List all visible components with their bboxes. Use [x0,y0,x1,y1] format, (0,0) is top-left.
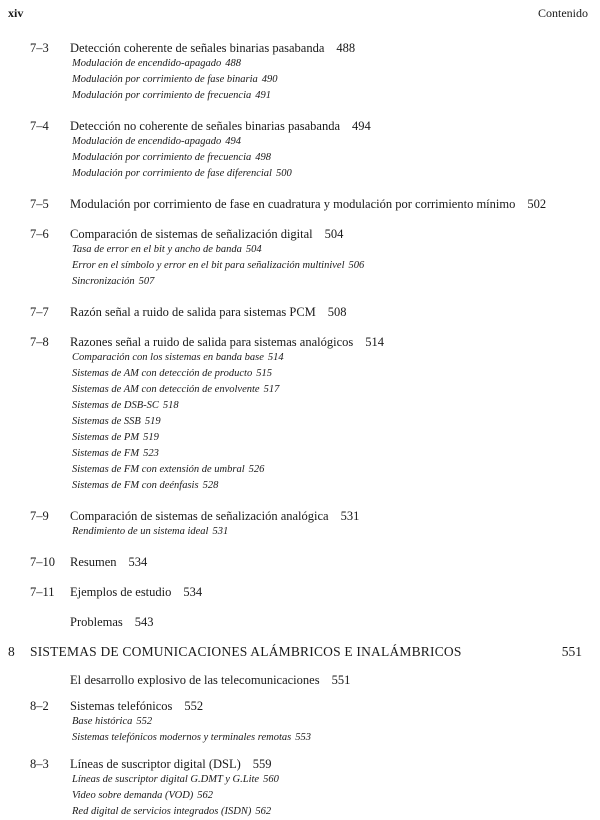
subsection-list [0,56,600,104]
subsection-page: 490 [261,74,278,85]
section-page: 559 [252,757,272,771]
section-heading [0,614,600,630]
subsection-title: Modulación de encendido-apagado [72,58,222,69]
subsection-page: 507 [138,276,155,287]
subsection-page: 531 [212,526,229,537]
subsection-page: 506 [348,260,365,271]
toc-section [0,672,600,688]
subsection-page: 562 [197,790,214,801]
section-number: 7–9 [30,509,49,523]
subsection-item [0,398,600,414]
section-title-text: Ejemplos de estudio [70,585,172,599]
subsection-item [0,72,600,88]
section-heading [0,40,600,56]
subsection-title: Modulación de encendido-apagado [72,136,222,147]
chapter-title: SISTEMAS DE COMUNICACIONES ALÁMBRICOS E INALÁMBRICOS [30,644,462,659]
section-title-text: Comparación de sistemas de señalización analógica [70,509,329,523]
section-title [70,226,343,242]
section-number: 8–3 [30,757,49,771]
subsection-item [0,714,600,730]
subsection-title: Modulación por corrimiento de fase diferencial [72,168,272,179]
section-title [70,304,347,320]
section-title [70,508,359,524]
section-page: 504 [324,227,344,241]
subsection-title: Sincronización [72,276,135,287]
toc-section [0,756,600,820]
subsection-item [0,478,600,494]
subsection-page: 504 [245,244,262,255]
subsection-title: Sistemas de FM con deénfasis [72,480,199,491]
section-title-text: Modulación por corrimiento de fase en cuadratura y modulación por corrimiento mínimo [70,197,516,211]
subsection-item [0,804,600,820]
section-title [70,118,371,134]
subsection-item [0,524,600,540]
subsection-item [0,166,600,182]
section-heading [0,508,600,524]
section-heading [0,118,600,134]
section-number: 7–4 [30,119,49,133]
section-heading [0,672,600,688]
subsection-item [0,430,600,446]
section-page: 551 [331,673,351,687]
subsection-item [0,274,600,290]
page-number: xiv [8,6,24,20]
section-title [70,584,202,600]
section-number: 7–6 [30,227,49,241]
section-title-text: Razones señal a ruido de salida para sistemas analógicos [70,335,354,349]
subsection-item [0,134,600,150]
subsection-list [0,714,600,746]
section-title [70,40,355,56]
subsection-list [0,242,600,290]
subsection-page: 500 [275,168,292,179]
toc-section [0,304,600,320]
toc-section [0,118,600,182]
subsection-title: Video sobre demanda (VOD) [72,790,194,801]
subsection-title: Rendimiento de un sistema ideal [72,526,209,537]
section-page: 534 [183,585,203,599]
subsection-title: Modulación por corrimiento de fase binaria [72,74,258,85]
section-page: 494 [352,119,371,133]
subsection-title: Sistemas de FM [72,448,140,459]
subsection-title: Tasa de error en el bit y ancho de banda [72,244,242,255]
subsection-page: 528 [202,480,219,491]
subsection-item [0,788,600,804]
chapter-heading [0,642,600,662]
section-number: 7–3 [30,41,49,55]
subsection-page: 562 [255,806,272,817]
toc-section [0,614,600,630]
subsection-page: 519 [144,416,161,427]
toc-section [0,226,600,290]
section-number: 8–2 [30,699,49,713]
subsection-list [0,772,600,820]
section-title [70,614,154,630]
subsection-page: 519 [143,432,159,443]
section-title-text: El desarrollo explosivo de las telecomunicaciones [70,673,320,687]
section-title [70,698,203,714]
subsection-title: Base histórica [72,716,133,727]
section-heading [0,756,600,772]
subsection-page: 498 [255,152,271,163]
section-number: 7–5 [30,197,49,211]
section-title-text: Resumen [70,555,117,569]
subsection-title: Error en el símbolo y error en el bit para señalización multinivel [72,260,345,271]
subsection-title: Sistemas de DSB-SC [72,400,159,411]
subsection-item [0,772,600,788]
subsection-item [0,88,600,104]
section-heading [0,226,600,242]
toc-section [0,508,600,540]
section-heading [0,584,600,600]
subsection-item [0,242,600,258]
subsection-item [0,414,600,430]
table-of-contents [0,40,600,820]
subsection-title: Sistemas de AM con detección de envolvente [72,384,260,395]
section-number: 7–7 [30,305,49,319]
section-title-text: Detección coherente de señales binarias pasabanda [70,41,325,55]
subsection-page: 517 [263,384,280,395]
subsection-list [0,350,600,494]
subsection-page: 526 [248,464,265,475]
chapter-page: 551 [561,644,582,659]
subsection-item [0,462,600,478]
subsection-list [0,524,600,540]
section-page: 543 [134,615,154,629]
subsection-item [0,382,600,398]
section-title [70,334,384,350]
subsection-title: Red digital de servicios integrados (ISDN) [72,806,252,817]
section-number: 7–11 [30,585,55,599]
section-title-text: Líneas de suscriptor digital (DSL) [70,757,241,771]
subsection-title: Sistemas de SSB [72,416,141,427]
subsection-page: 494 [225,136,242,147]
section-heading [0,334,600,350]
subsection-title: Sistemas telefónicos modernos y terminales remotas [72,732,292,743]
subsection-item [0,366,600,382]
toc-section [0,584,600,600]
subsection-page: 491 [255,90,271,101]
section-title [70,554,147,570]
subsection-page: 552 [136,716,153,727]
section-page: 502 [527,197,547,211]
subsection-item [0,446,600,462]
section-heading [0,698,600,714]
subsection-item [0,258,600,274]
section-title-text: Problemas [70,615,123,629]
toc-section [0,334,600,494]
section-title [70,672,350,688]
section-page: 514 [365,335,384,349]
subsection-page: 515 [256,368,272,379]
section-title-text: Comparación de sistemas de señalización digital [70,227,313,241]
running-head: Contenido [538,6,588,20]
chapter-number: 8 [8,644,15,659]
section-title-text: Sistemas telefónicos [70,699,173,713]
subsection-title: Sistemas de PM [72,432,140,443]
subsection-item [0,730,600,746]
section-heading [0,554,600,570]
section-number: 7–10 [30,555,55,569]
section-title [70,756,272,772]
subsection-item [0,56,600,72]
subsection-item [0,150,600,166]
subsection-title: Modulación por corrimiento de frecuencia [72,90,252,101]
section-page: 488 [336,41,356,55]
section-title [70,196,546,212]
toc-section [0,554,600,570]
subsection-page: 560 [263,774,279,785]
subsection-page: 523 [143,448,159,459]
subsection-page: 488 [225,58,242,69]
subsection-title: Sistemas de AM con detección de producto [72,368,253,379]
toc-section [0,40,600,104]
subsection-title: Modulación por corrimiento de frecuencia [72,152,252,163]
page-header [8,6,588,22]
subsection-title: Líneas de suscriptor digital G.DMT y G.Lite [72,774,260,785]
section-page: 508 [327,305,347,319]
section-title-text: Detección no coherente de señales binarias pasabanda [70,119,341,133]
section-page: 552 [184,699,204,713]
subsection-page: 514 [267,352,284,363]
subsection-page: 553 [295,732,311,743]
toc-section [0,196,600,212]
toc-section [0,698,600,746]
section-heading [0,196,600,212]
section-page: 534 [128,555,148,569]
section-title-text: Razón señal a ruido de salida para sistemas PCM [70,305,316,319]
subsection-item [0,350,600,366]
section-heading [0,304,600,320]
subsection-title: Sistemas de FM con extensión de umbral [72,464,245,475]
subsection-page: 518 [162,400,179,411]
section-page: 531 [340,509,360,523]
subsection-title: Comparación con los sistemas en banda base [72,352,264,363]
section-number: 7–8 [30,335,49,349]
subsection-list [0,134,600,182]
